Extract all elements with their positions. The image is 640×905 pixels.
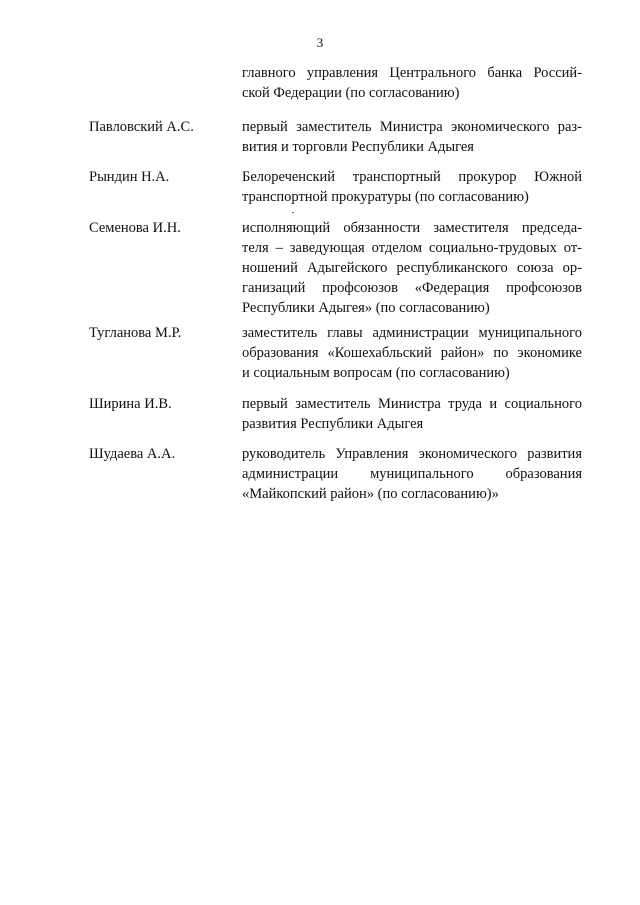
member-name: Семенова И.Н.: [89, 220, 181, 236]
scan-speck: [292, 212, 294, 213]
member-name: Ширина И.В.: [89, 396, 172, 412]
member-name: Рындин Н.А.: [89, 169, 170, 185]
role-line: ганизаций профсоюзов «Федерация профсоюзов: [242, 280, 582, 296]
role-line: заместитель главы администрации муниципального: [242, 325, 582, 341]
role-line: ской Федерации (по согласованию): [242, 85, 460, 101]
role-line: первый заместитель Министра труда и социального: [242, 396, 582, 412]
member-role: [242, 444, 582, 504]
member-role: [242, 117, 582, 157]
role-line: «Майкопский район» (по согласованию)»: [242, 486, 499, 502]
member-role: [242, 167, 582, 207]
role-line: развития Республики Адыгея: [242, 416, 424, 432]
role-line: администрации муниципального образования: [242, 466, 582, 482]
role-line: Белореченский транспортный прокурор Южной: [242, 169, 582, 185]
role-line: ношений Адыгейского республиканского союза ор-: [242, 260, 582, 276]
role-line: и социальным вопросам (по согласованию): [242, 365, 510, 381]
page-number: 3: [316, 35, 324, 50]
role-line: исполняющий обязанности заместителя председа-: [242, 220, 582, 236]
member-name: Тугланова М.Р.: [89, 325, 182, 341]
role-line: первый заместитель Министра экономического раз-: [242, 119, 582, 135]
member-name: Павловский А.С.: [89, 119, 194, 135]
member-role: [242, 218, 582, 318]
role-line: вития и торговли Республики Адыгея: [242, 139, 474, 155]
role-line: теля – заведующая отделом социально-трудовых от-: [242, 240, 582, 256]
role-line: руководитель Управления экономического развития: [242, 446, 582, 462]
member-role: [242, 394, 582, 434]
member-role: [242, 323, 582, 383]
role-line: Республики Адыгея» (по согласованию): [242, 300, 490, 316]
member-name: Шудаева А.А.: [89, 446, 176, 462]
role-line: транспортной прокуратуры (по согласованию): [242, 189, 529, 205]
role-line: главного управления Центрального банка Россий-: [242, 65, 582, 81]
continued-role-text: [242, 63, 582, 103]
role-line: образования «Кошехабльский район» по экономике: [242, 345, 582, 361]
